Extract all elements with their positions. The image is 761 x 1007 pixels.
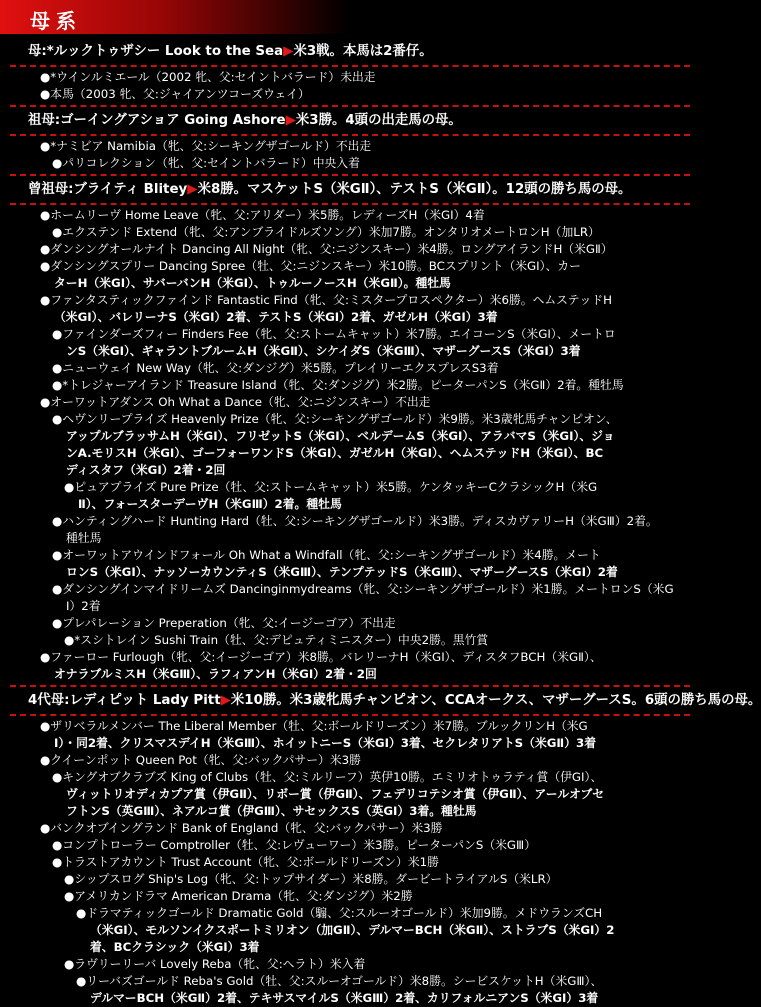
pedigree-line-continued: Ⅱ）、フォースターデーヴH（米GⅢ）2着。種牡馬: [78, 497, 342, 511]
pedigree-entry: ●ファーロー Furlough（牝、父:イージーゴア）米8勝。バレリーナH（米GⅠ）、ディスタフBCH（米GⅡ）、: [40, 650, 602, 664]
generation-heading: [0, 109, 700, 132]
generation-name: 母:*ルックトゥザシー Look to the Sea: [28, 44, 284, 59]
pedigree-entry: ●アメリカンドラマ American Drama（牝、父:ダンジグ）米2勝: [64, 889, 413, 903]
generation-separator: [10, 174, 690, 176]
generation-desc: 米3勝。4頭の出走馬の母。: [295, 113, 462, 128]
pedigree-entry: ●*スシトレイン Sushi Train（牡、父:デピュティミニスター）中央2勝。黒竹賞: [64, 633, 489, 647]
pedigree-entry: ●パリコレクション（牝、父:セイントバラード）中央入着: [52, 156, 360, 170]
generation-separator: [10, 105, 690, 107]
section-title: 母系: [30, 9, 82, 33]
triangle-arrow-icon: ▶: [285, 113, 296, 128]
pedigree-entry: ●バンクオブイングランド Bank of England（牝、父:バックパサー）米3勝: [40, 821, 443, 835]
pedigree-entry: ●ハンティングハード Hunting Hard（牡、父:シーキングザゴールド）米3勝。ディスカヴァリーH（米GⅢ）2着。: [52, 514, 658, 528]
pedigree-entry: ●ラヴリーリーバ Lovely Reba（牝、父:ヘラト）米入着: [64, 957, 366, 971]
pedigree-entry: ●ダンシングインマイドリームズ Dancinginmydreams（牝、父:シーキングザゴールド）米1勝。メートロンS（米G: [52, 582, 674, 596]
generation-name: 曾祖母:ブライティ Blitey: [28, 182, 188, 197]
pedigree-entry: ●シップスログ Ship's Log（牝、父:トップサイダー）米8勝。ダービートライアルS（米LR）: [64, 872, 558, 886]
pedigree-line-continued: アップルブラッサムH（米GⅠ）、フリゼットS（米GⅠ）、ベルデームS（米GⅠ）、アラバマS（米GⅠ）、ジョ: [66, 429, 615, 443]
pedigree-entry: ●*ナミビア Namibia（牝、父:シーキングザゴールド）不出走: [40, 139, 372, 153]
pedigree-line-continued: ンA.モリスH（米GⅠ）、ゴーフォーワンドS（米GⅠ）、ガゼルH（米GⅠ）、ヘムステッドH（米GⅠ）、BC: [66, 446, 604, 460]
pedigree-entry: ●コンプトローラー Comptroller（牡、父:レヴューワー）米3勝。ピーターパンS（米GⅢ）: [52, 838, 536, 852]
pedigree-line-continued: 種牡馬: [66, 531, 102, 545]
pedigree-line-continued: 着、BCクラシック（米GⅠ）3着: [90, 940, 260, 954]
triangle-arrow-icon: ▶: [283, 44, 294, 59]
pedigree-entry: ●リーバズゴールド Reba's Gold（牡、父:スルーオゴールド）米8勝。シービスケットH（米GⅢ）、: [76, 974, 603, 988]
pedigree-entry: ●オーワットアダンス Oh What a Dance（牝、父:ニジンスキー）不出走: [40, 395, 431, 409]
pedigree-entry: ●クイーンポット Queen Pot（牝、父:バックパサー）米3勝: [40, 753, 361, 767]
pedigree-line-continued: ンS（米GⅠ）、ギャラントブルームH（米GⅡ）、シケイダS（米GⅢ）、マザーグースS（米GⅠ）3着: [66, 344, 581, 358]
pedigree-entry: ●トラストアカウント Trust Account（牝、父:ボールドリーズン）米1勝: [52, 855, 439, 869]
generation-desc: 米3戦。本馬は2番仔。: [293, 44, 433, 59]
pedigree-entry: ●ニューウェイ New Way（牝、父:ダンジグ）米5勝。プレイリーエクスプレスS3着: [52, 361, 499, 375]
generation-heading: [0, 40, 700, 63]
pedigree-line-continued: フトンS（英GⅢ）、ネアルコ賞（伊GⅢ）、サセックスS（英GⅠ）3着。種牡馬: [66, 804, 477, 818]
pedigree-entry: ●プレパレーション Preperation（牝、父:イージーゴア）不出走: [52, 616, 396, 630]
pedigree-line-continued: デルマーBCH（米GⅡ）2着、テキサスマイルS（米GⅢ）2着、カリフォルニアンS（米GⅠ）3着: [90, 991, 599, 1005]
pedigree-entry: ●ダンシングオールナイト Dancing All Night（牝、父:ニジンスキー）米4勝。ロングアイランドH（米GⅡ）: [40, 242, 613, 256]
generation-separator: [10, 714, 690, 716]
pedigree-entry: ●ホームリーヴ Home Leave（牝、父:アリダー）米5勝。レディーズH（米GⅠ）4着: [40, 208, 485, 222]
generation-name: 4代母:レディピット Lady Pitt: [28, 693, 221, 708]
pedigree-line-continued: ヴィットリオディカプア賞（伊GⅡ）、リボー賞（伊GⅡ）、フェデリコテシオ賞（伊GⅡ）、アールオブセ: [66, 787, 605, 801]
pedigree-entry: ●ファインダーズフィー Finders Fee（牝、父:ストームキャット）米7勝。エイコーンS（米GⅠ）、メートロ: [52, 327, 616, 341]
pedigree-entry: ●*トレジャーアイランド Treasure Island（牝、父:ダンジグ）米2勝。ピーターパンS（米GⅡ）2着。種牡馬: [52, 378, 624, 392]
section-title-bar: [0, 0, 350, 34]
triangle-arrow-icon: ▶: [220, 693, 231, 708]
pedigree-entry: ●ファンタスティックファインド Fantastic Find（牝、父:ミスタープロスペクター）米6勝。ヘムステッドH: [40, 293, 613, 307]
pedigree-entry: ●オーワットアウインドフォール Oh What a Windfall（牝、父:シーキングザゴールド）米4勝。メート: [52, 548, 601, 562]
generation-separator: [10, 134, 690, 136]
pedigree-line-continued: Ⅰ）2着: [66, 599, 101, 613]
pedigree-line-continued: オナラブルミスH（米GⅢ）、ラフィアンH（米GⅠ）2着・2回: [54, 667, 377, 681]
triangle-arrow-icon: ▶: [187, 182, 198, 197]
pedigree-entry: ●エクステンド Extend（牝、父:アンブライドルズソング）米加7勝。オンタリオメートロンH（加LR）: [52, 225, 600, 239]
pedigree-content: [0, 40, 761, 1007]
pedigree-entry: ●本馬（2003 牝、父:ジャイアンツコーズウェイ）: [40, 87, 310, 101]
pedigree-line-continued: （米GⅠ）、バレリーナS（米GⅠ）2着、テストS（米GⅠ）2着、ガゼルH（米GⅠ）3着: [54, 310, 498, 324]
generation-separator: [10, 685, 690, 687]
pedigree-line-continued: （米GⅠ）、モルソンイクスポートミリオン（加GⅡ）、デルマーBCH（米GⅡ）、ストラブS（米GⅠ）2: [90, 923, 615, 937]
pedigree-line-continued: Ⅰ）・同2着、クリスマスデイH（米GⅢ）、ホイットニーS（米GⅠ）3着、セクレタリアトS（米GⅡ）3着: [54, 736, 597, 750]
pedigree-line-continued: ロンS（米GⅠ）、ナッソーカウンティS（米GⅢ）、テンプテッドS（米GⅢ）、マザーグースS（米GⅠ）2着: [66, 565, 618, 579]
generation-separator: [10, 203, 690, 205]
pedigree-entry: ●*ウインルミエール（2002 牝、父:セイントバラード）未出走: [40, 70, 376, 84]
pedigree-entry: ●ザリベラルメンバー The Liberal Member（牡、父:ボールドリーズン）米7勝。ブルックリンH（米G: [40, 719, 588, 733]
pedigree-entry: ●ドラマティックゴールド Dramatic Gold（騸、父:スルーオゴールド）米加9勝。メドウランズCH: [76, 906, 603, 920]
generation-name: 祖母:ゴーイングアショア Going Ashore: [28, 113, 286, 128]
generation-separator: [10, 65, 690, 67]
generation-desc: 米8勝。マスケットS（米GⅡ）、テストS（米GⅡ）。12頭の勝ち馬の母。: [197, 182, 632, 197]
pedigree-line-continued: ディスタフ（米GⅠ）2着・2回: [66, 463, 226, 477]
pedigree-entry: ●ヘヴンリープライズ Heavenly Prize（牝、父:シーキングザゴールド）米9勝。米3歳牝馬チャンピオン、: [52, 412, 618, 426]
pedigree-entry: ●キングオブクラブズ King of Clubs（牡、父:ミルリーフ）英伊10勝。エミリオトゥラティ賞（伊GⅠ）、: [52, 770, 603, 784]
generation-heading: [0, 689, 761, 712]
pedigree-line-continued: ターH（米GⅠ）、サバーバンH（米GⅠ）、トゥルーノースH（米GⅡ）。種牡馬: [54, 276, 451, 290]
pedigree-entry: ●ピュアプライズ Pure Prize（牡、父:ストームキャット）米5勝。ケンタッキーCクラシックH（米G: [64, 480, 598, 494]
generation-heading: [0, 178, 700, 201]
generation-desc: 米10勝。米3歳牝馬チャンピオン、CCAオークス、マザーグースS。6頭の勝ち馬の母。: [230, 693, 761, 708]
pedigree-entry: ●ダンシングスプリー Dancing Spree（牡、父:ニジンスキー）米10勝。BCスプリント（米GⅠ）、カー: [40, 259, 581, 273]
